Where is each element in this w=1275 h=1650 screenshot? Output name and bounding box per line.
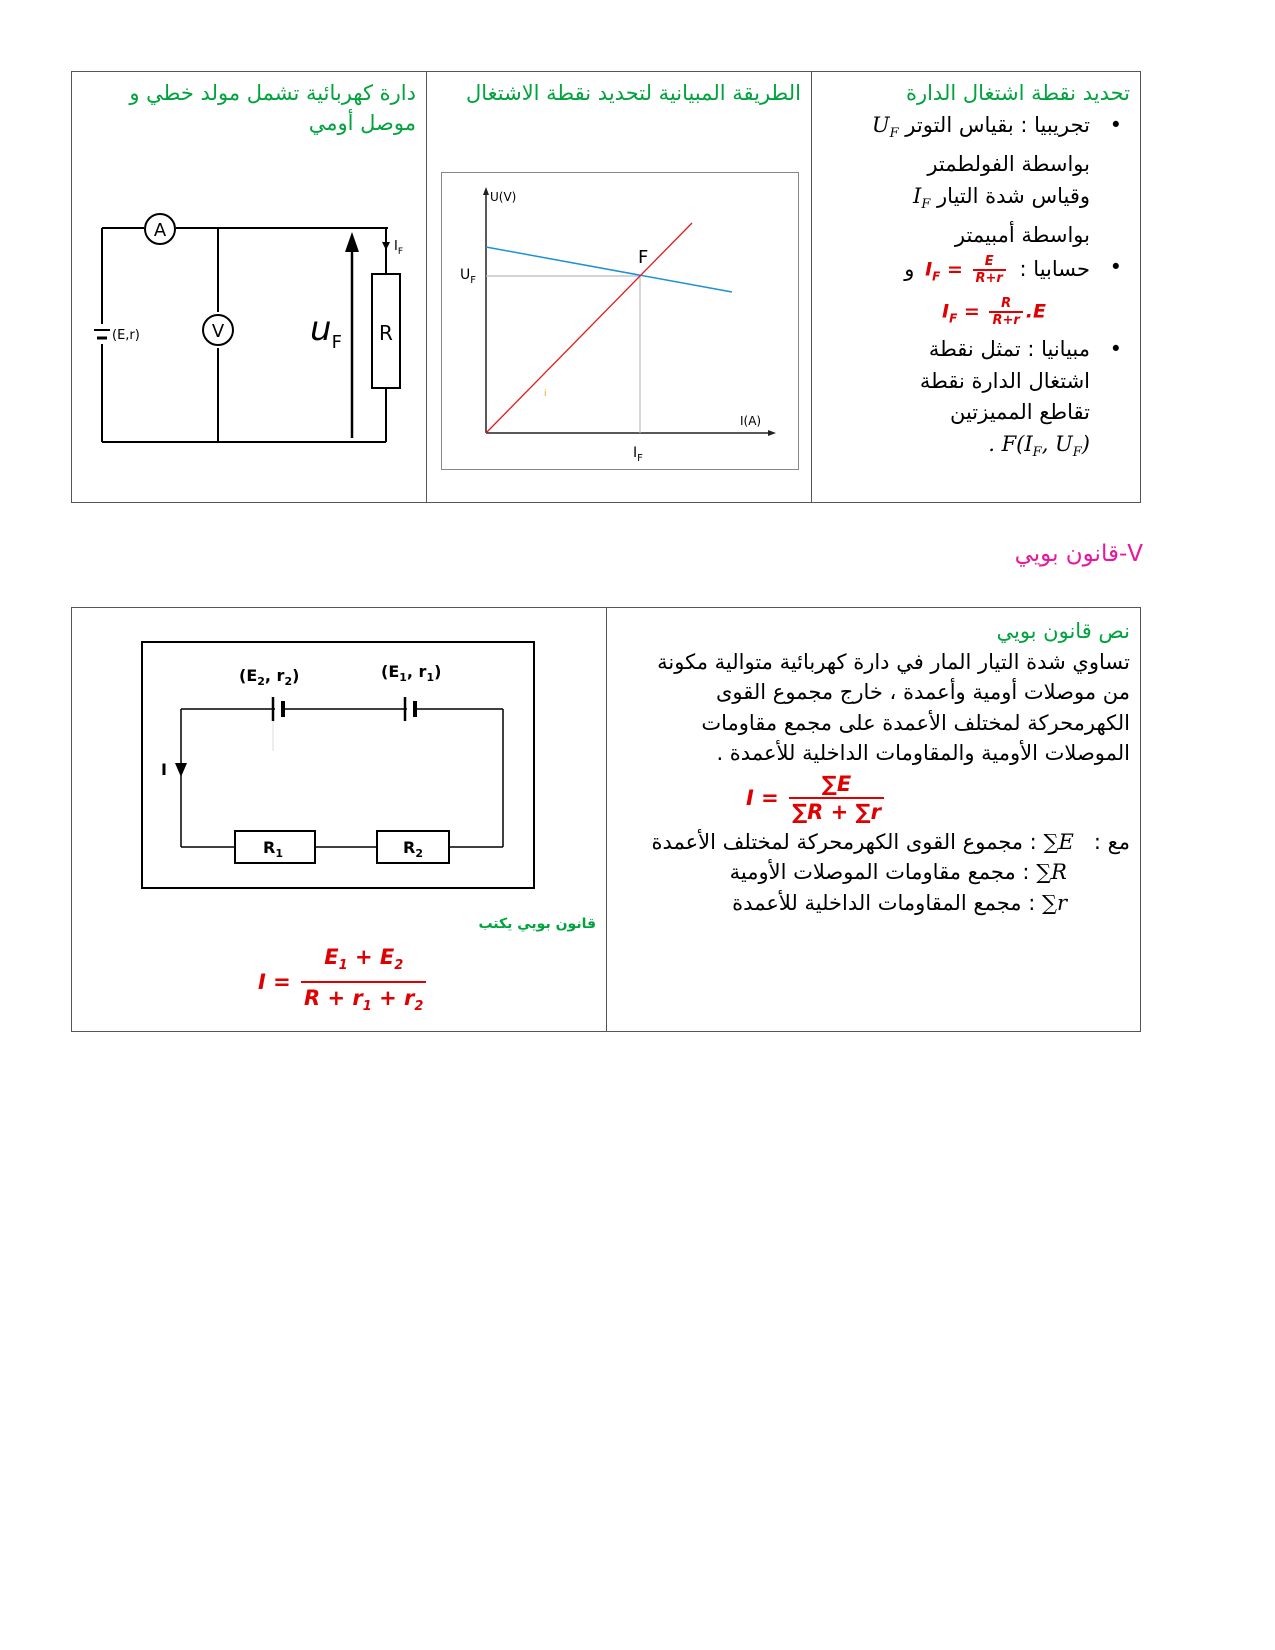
series-circuit <box>141 641 535 889</box>
graph-cell <box>427 72 812 503</box>
law-text-line3: الكهرمحركة لمختلف الأعمدة على مجمع مقاومات <box>701 710 1130 735</box>
if-tick-label: $I_F$ <box>633 445 643 464</box>
small-mark: i <box>544 389 547 399</box>
calculation-method: • حسابيا : $I_F$ = $\frac{E}{R+r}$ و $I_F$ = $\frac{R}{R+r}$ .E <box>818 252 1108 335</box>
ammeter-label: A <box>153 220 167 241</box>
method-list <box>818 110 1130 469</box>
definition-2: ∑R : مجمع مقاومات الموصلات الأومية <box>729 860 1067 884</box>
uf-tick-label: $U_F$ <box>460 267 477 286</box>
law-text-line2: من موصلات أومية وأعمدة ، خارج مجموع القوى <box>715 680 1130 704</box>
law-formula: I = $\frac{\sum E}{\sum R + \sum r}$ <box>613 771 1130 825</box>
law-title: نص قانون بويي <box>996 619 1130 643</box>
pouillet-text-cell <box>607 608 1141 1032</box>
operating-point-cell <box>812 72 1141 503</box>
operating-point-table <box>71 71 1141 503</box>
current-label: $I_F$ <box>394 239 404 257</box>
battery-1-label: ($E_1$, $r_1$) <box>381 662 442 684</box>
definition-1: مع : ∑E : مجموع القوى الكهرمحركة لمختلف الأعمدة <box>651 829 1130 854</box>
resistor-2-label: $R_2$ <box>403 838 423 860</box>
section-heading: V-قانون بويي <box>1014 541 1143 567</box>
graph-title: الطريقة المبيانية لتحديد نقطة الاشتغال <box>465 81 801 105</box>
resistor-characteristic <box>486 223 692 433</box>
resistor-1-label: $R_1$ <box>263 838 283 860</box>
operating-point-label: F <box>638 247 649 268</box>
circuit-title-line2: موصل أومي <box>308 111 416 135</box>
graphical-method: • مبيانيا : تمثل نقطة اشتغال الدارة نقطة تقاطع المميزتين . $F(I_F$, $U_F$) <box>818 334 1108 468</box>
operating-point-title: تحديد نقطة اشتغال الدارة <box>905 81 1130 105</box>
voltage-label: $u_F$ <box>310 309 342 353</box>
law-text-line4: الموصلات الأومية والمقاومات الداخلية للأعمدة . <box>716 741 1130 765</box>
resistor-label: R <box>379 321 393 345</box>
current-arrow <box>382 242 390 250</box>
resistor-1 <box>235 831 315 863</box>
ammeter <box>145 214 175 244</box>
resistor-2 <box>377 831 449 863</box>
experimental-method: • تجريبيا : بقياس التوتر $U_F$ بواسطة الفولطمتر وقياس شدة التيار $I_F$ بواسطة أمبيمتر <box>818 110 1108 252</box>
linear-generator-circuit <box>72 202 426 502</box>
voltage-arrow <box>345 232 359 438</box>
pouillet-label: قانون بويي يكتب <box>478 916 596 932</box>
voltmeter <box>203 315 233 345</box>
definition-3: ∑r : مجمع المقاومات الداخلية للأعمدة <box>732 890 1067 915</box>
circuit-cell <box>72 72 427 503</box>
resistor <box>372 274 400 388</box>
characteristic-graph <box>441 172 799 470</box>
generator-label: (E,r) <box>112 328 140 343</box>
current-label-2: I <box>161 760 167 779</box>
y-axis-label: U(V) <box>490 190 517 204</box>
voltmeter-label: V <box>211 321 225 342</box>
generator-symbol <box>94 330 110 338</box>
x-axis-label: I(A) <box>740 414 762 428</box>
law-text-line1: تساوي شدة التيار المار في دارة كهربائية متوالية مكونة <box>657 649 1130 674</box>
generator-characteristic <box>486 247 732 292</box>
battery-2-label: ($E_2$, $r_2$) <box>239 666 300 688</box>
pouillet-circuit-cell <box>72 608 607 1032</box>
circuit-title-line1: دارة كهربائية تشمل مولد خطي و <box>129 81 416 105</box>
pouillet-formula: I = $\frac{E_1 + E_2}{R + r_1 + r_2}$ <box>258 942 429 1022</box>
pouillet-law-table <box>71 607 1141 1032</box>
